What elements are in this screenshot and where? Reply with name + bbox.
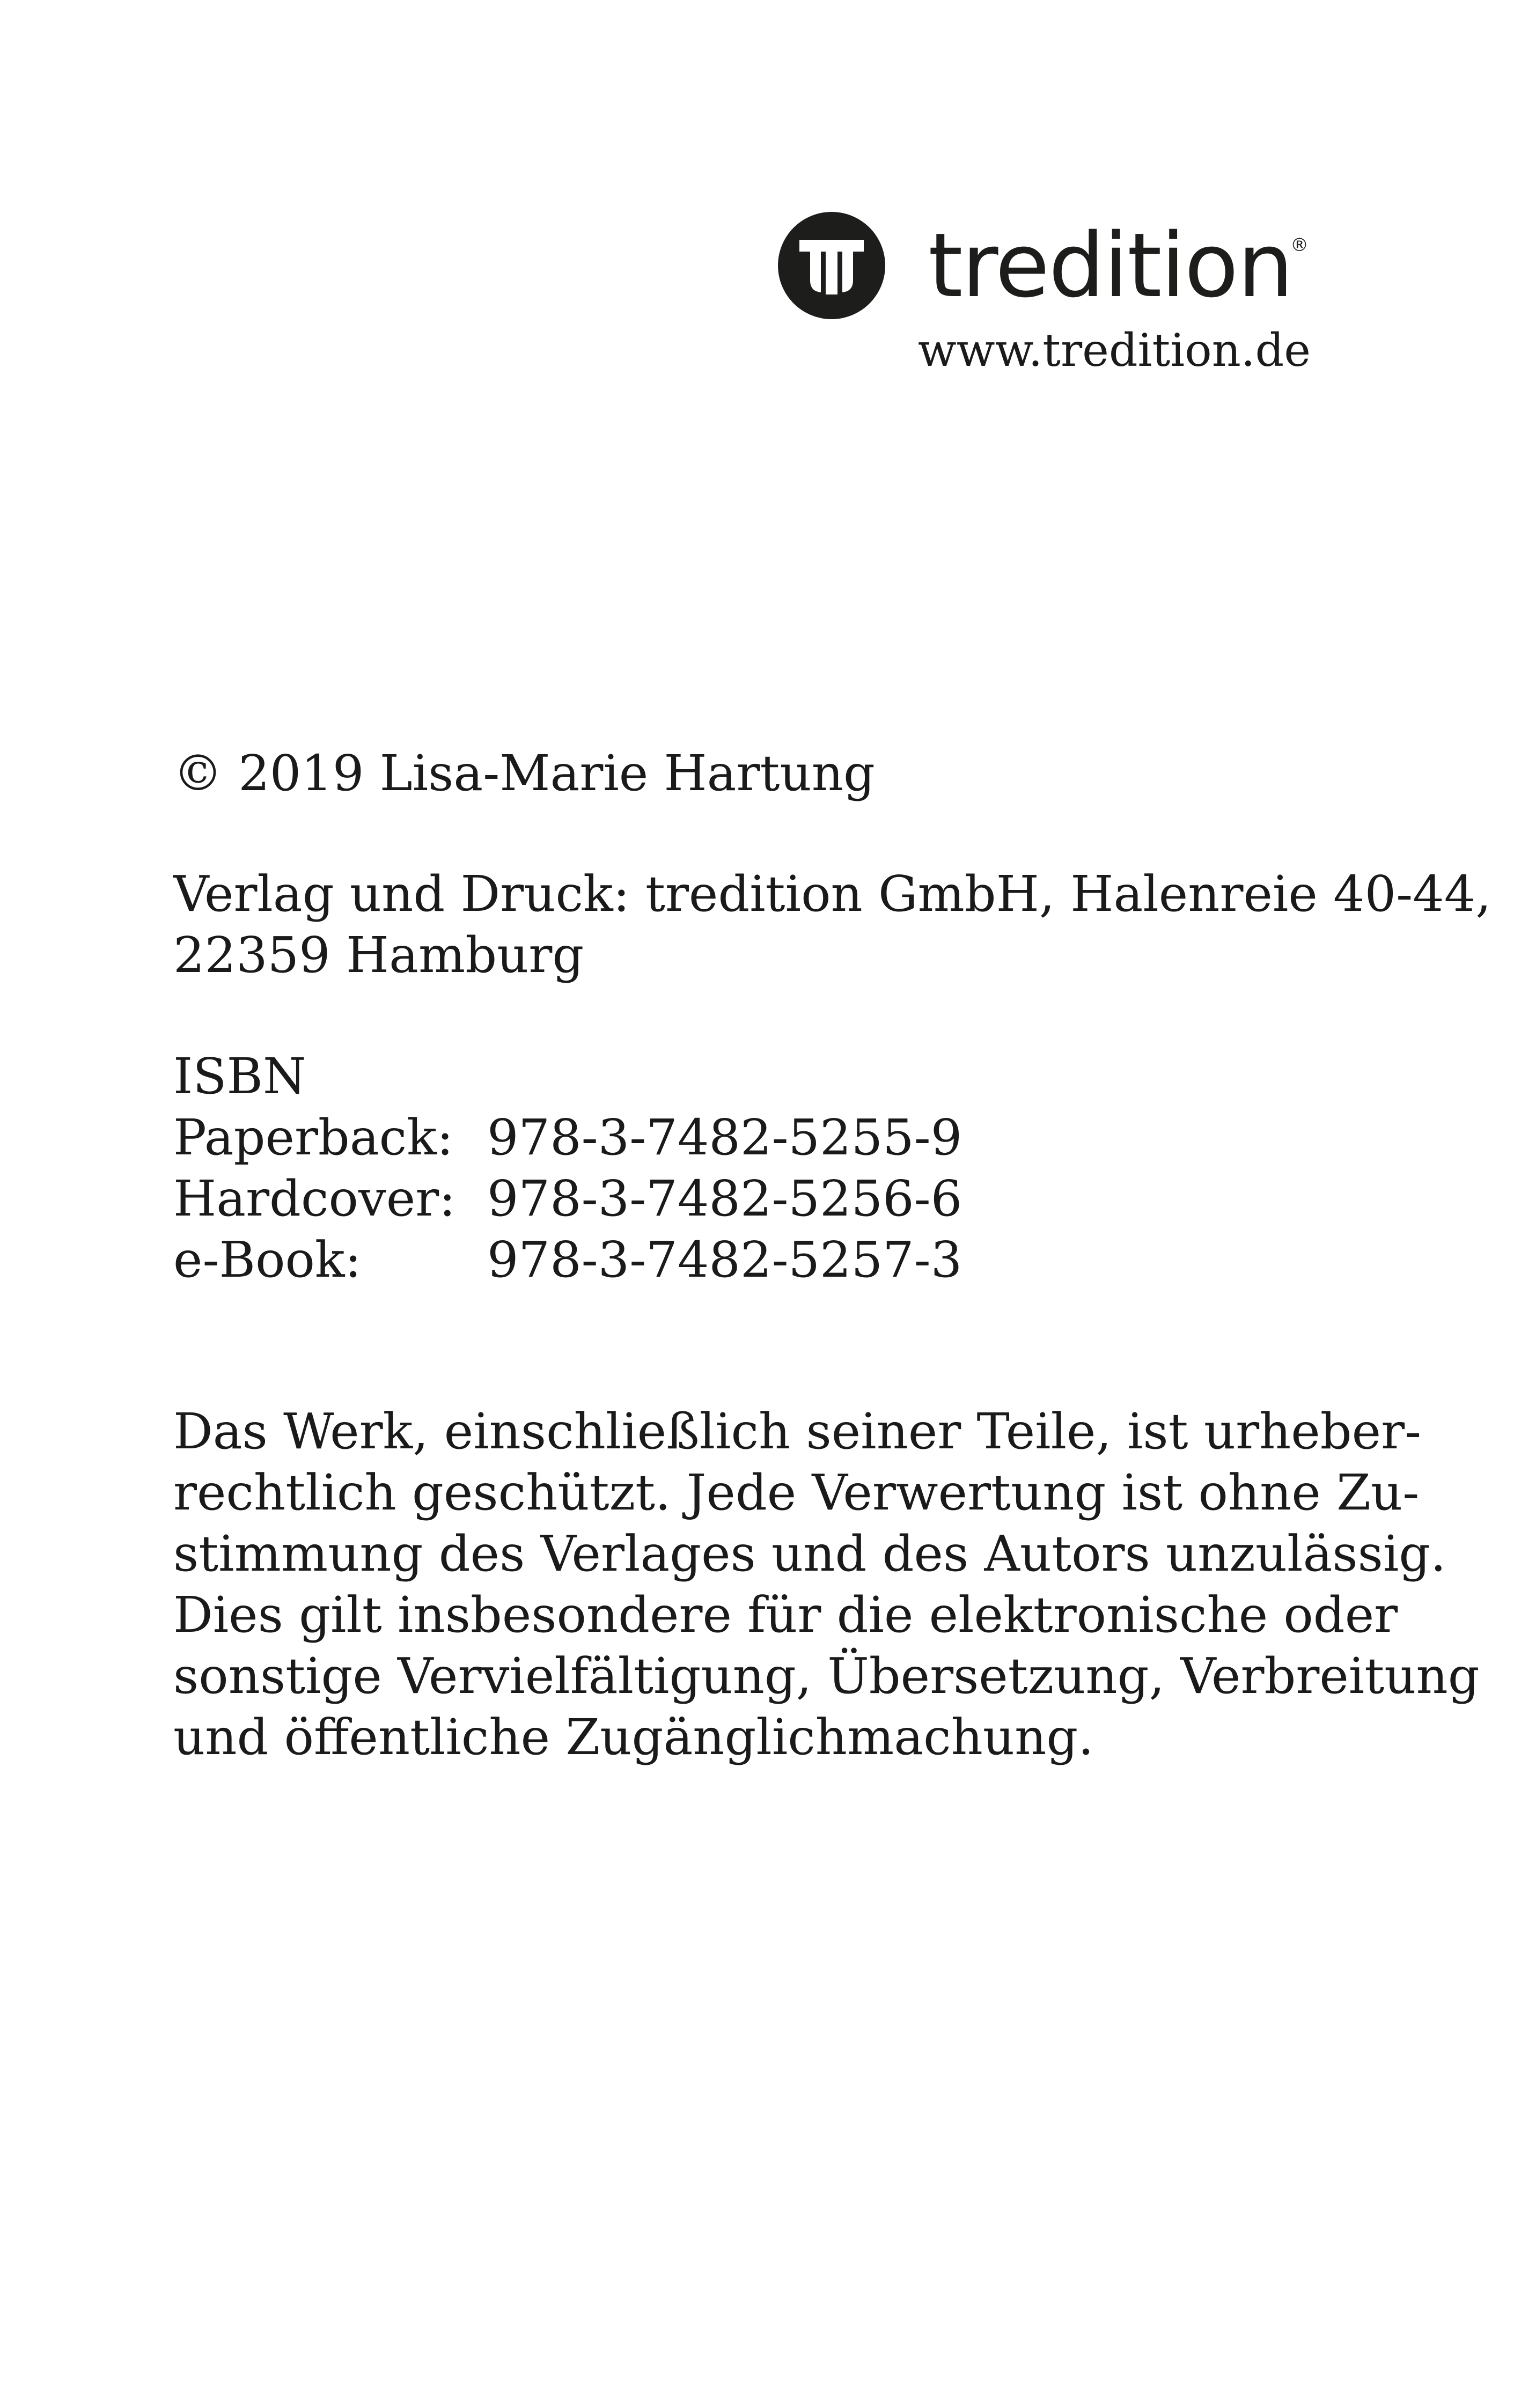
isbn-label: e-Book: xyxy=(173,1231,362,1288)
copyright-line: © 2019 Lisa-Marie Hartung xyxy=(173,745,875,802)
registered-mark: ® xyxy=(1290,234,1309,256)
logo-wordmark: tredition xyxy=(928,214,1293,317)
isbn-value: 978-3-7482-5257-3 xyxy=(487,1231,962,1288)
rights-line: stimmung des Verlages und des Autors unzulässig. xyxy=(173,1525,1446,1582)
publisher-line-2: 22359 Hamburg xyxy=(173,926,584,984)
publisher-address xyxy=(173,864,1491,986)
isbn-row-hardcover xyxy=(173,1168,962,1229)
rights-line: Das Werk, einschließlich seiner Teile, ist urheber- xyxy=(173,1403,1422,1460)
tredition-circle-t-icon xyxy=(778,212,885,319)
isbn-row-paperback xyxy=(173,1107,962,1168)
rights-line: rechtlich geschützt. Jede Verwertung ist ohne Zu- xyxy=(173,1464,1420,1521)
isbn-heading: ISBN xyxy=(173,1048,306,1105)
isbn-value: 978-3-7482-5255-9 xyxy=(487,1109,962,1166)
publisher-line-1: Verlag und Druck: tredition GmbH, Halenreie 40-44, xyxy=(173,865,1491,923)
isbn-row-ebook xyxy=(173,1229,962,1291)
website-url: www.tredition.de xyxy=(917,324,1311,377)
isbn-block xyxy=(173,1046,962,1291)
isbn-label: Hardcover: xyxy=(173,1170,456,1227)
rights-line: sonstige Vervielfältigung, Übersetzung, Verbreitung xyxy=(173,1647,1480,1705)
rights-notice xyxy=(173,1401,1480,1768)
isbn-label: Paperback: xyxy=(173,1109,453,1166)
isbn-value: 978-3-7482-5256-6 xyxy=(487,1170,962,1227)
rights-line: und öffentliche Zugänglichmachung. xyxy=(173,1709,1094,1766)
rights-line: Dies gilt insbesondere für die elektronische oder xyxy=(173,1586,1398,1644)
